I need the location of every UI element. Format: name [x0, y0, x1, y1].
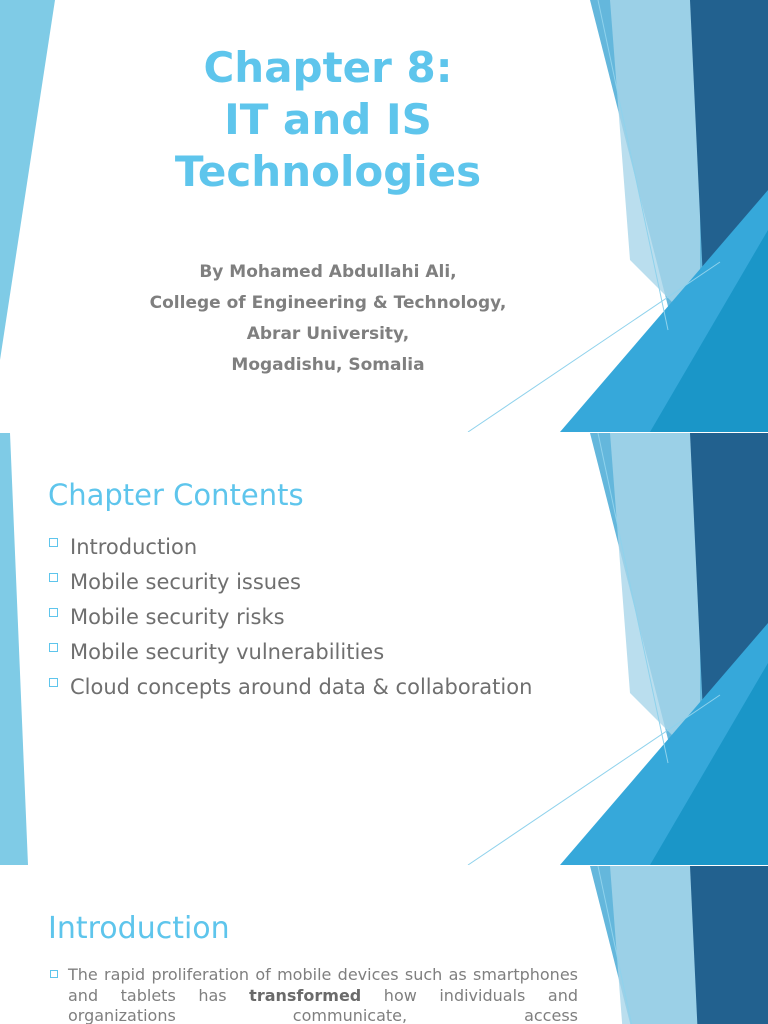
intro-paragraph [48, 965, 578, 1024]
introduction-slide [0, 866, 768, 1024]
list-item [48, 565, 532, 600]
byline-line: By Mohamed Abdullahi Ali, [199, 262, 457, 282]
list-item-label: Introduction [70, 535, 198, 559]
paragraph-bold-text: transformed [249, 985, 362, 1005]
byline-line: College of Engineering & Technology, [149, 293, 507, 313]
author-byline [90, 257, 566, 381]
list-item-label: Mobile security vulnerabilities [70, 640, 385, 664]
list-item [48, 530, 532, 565]
paragraph-text: how individuals and organizations communicate, access [68, 985, 579, 1024]
hollow-square-bullet-icon [50, 970, 58, 978]
byline-line: Abrar University, [246, 324, 410, 344]
title-line: IT and IS [224, 95, 432, 144]
hollow-square-bullet-icon [49, 608, 58, 617]
hollow-square-bullet-icon [49, 678, 58, 687]
hollow-square-bullet-icon [49, 573, 58, 582]
slide-title [90, 42, 566, 198]
paragraph-text: The rapid proliferation of mobile devices such as smartphones and tablets has [68, 965, 578, 1005]
title-line: Chapter 8: [203, 43, 453, 92]
list-item [48, 600, 532, 635]
contents-slide [0, 433, 768, 865]
list-item-label: Mobile security risks [70, 605, 285, 629]
list-item [48, 670, 532, 705]
slide-heading: Chapter Contents [48, 478, 304, 512]
hollow-square-bullet-icon [49, 538, 58, 547]
list-item-label: Mobile security issues [70, 570, 301, 594]
title-slide [0, 0, 768, 432]
title-line: Technologies [174, 147, 482, 196]
slide-heading: Introduction [48, 911, 230, 946]
byline-line: Mogadishu, Somalia [231, 355, 425, 375]
list-item-label: Cloud concepts around data & collaboration [70, 675, 533, 699]
list-item [48, 635, 532, 670]
contents-list [48, 530, 532, 705]
hollow-square-bullet-icon [49, 643, 58, 652]
